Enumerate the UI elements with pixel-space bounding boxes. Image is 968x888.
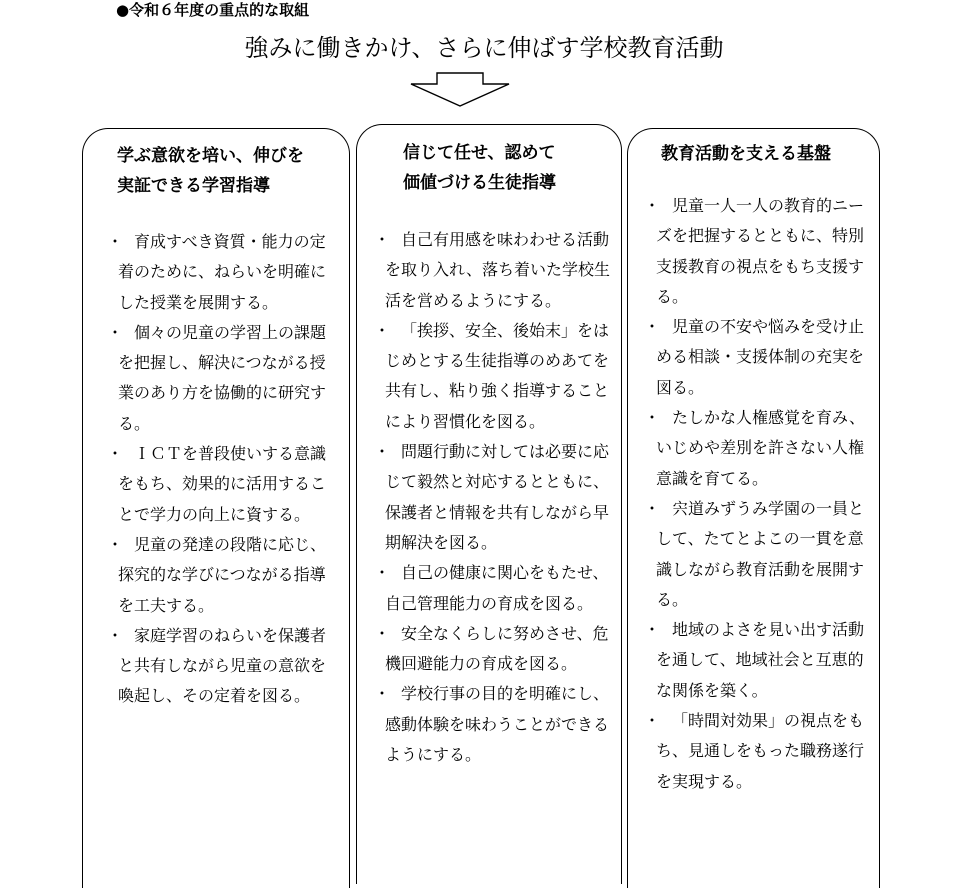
- list-item: [628, 706, 881, 797]
- bullet-icon: ・: [107, 232, 124, 251]
- column-title: 教育活動を支える基盤: [661, 144, 831, 164]
- list-item-text: 個々の児童の学習上の課題を把握し、解決につながる授業のあり方を協働的に研究する。: [118, 322, 327, 433]
- list-item: [628, 403, 881, 494]
- list-item-text: 宍道みずうみ学園の一員として、たてとよこの一貫を意識しながら教育活動を展開する。: [656, 498, 865, 609]
- column-foundation: [627, 128, 880, 888]
- bullet-icon: ・: [107, 322, 124, 342]
- list-item: [628, 494, 881, 615]
- list-item: [357, 316, 623, 437]
- bullet-icon: ・: [374, 320, 391, 340]
- list-item: [83, 318, 351, 439]
- list-item-text: 自己の健康に関心をもたせ、自己管理能力の育成を図る。: [385, 563, 609, 613]
- list-item: [83, 227, 351, 318]
- list-item-text: 地域のよさを見い出す活動を通して、地域社会と互恵的な関係を築く。: [656, 620, 865, 700]
- list-item: [83, 621, 351, 712]
- column-title: 学ぶ意欲を培い、伸びを 実証できる学習指導: [117, 146, 304, 196]
- list-item-text: 安全なくらしに努めさせ、危機回避能力の育成を図る。: [385, 623, 609, 674]
- bullet-icon: ・: [644, 196, 661, 215]
- bullet-icon: ・: [107, 625, 124, 645]
- item-list: [357, 225, 623, 770]
- list-item-text: ＩＣＴを普段使いする意識をもち、効果的に活用することで学力の向上に資する。: [118, 444, 327, 524]
- bullet-icon: ・: [374, 623, 391, 643]
- item-list: [628, 191, 881, 797]
- list-item: [83, 439, 351, 530]
- list-item: [357, 437, 623, 558]
- down-arrow-icon: [409, 72, 511, 108]
- list-item: [357, 679, 623, 770]
- bullet-icon: ・: [374, 684, 391, 704]
- list-item-text: 自己有用感を味わわせる活動を取り入れ、落ち着いた学校生活を営めるようにする。: [385, 230, 610, 310]
- list-item-text: たしかな人権感覚を育み、いじめや差別を許さない人権意識を育てる。: [656, 408, 865, 488]
- list-item-text: 学校行事の目的を明確にし、感動体験を味わうことができるようにする。: [385, 684, 610, 765]
- list-item-text: 問題行動に対しては必要に応じて毅然と対応するとともに、保護者と情報を共有しながら早期解決を図る。: [385, 442, 610, 552]
- list-item-text: 児童一人一人の教育的ニーズを把握するとともに、特別支援教育の視点をもち支援する。: [656, 196, 865, 306]
- page-title: 強みに働きかけ、さらに伸ばす学校教育活動: [244, 34, 724, 62]
- list-item: [357, 619, 623, 680]
- bullet-icon: ・: [644, 620, 661, 640]
- list-item-text: 「挨拶、安全、後始末」をはじめとする生徒指導のめあてを共有し、粘り強く指導することにより習慣化を図る。: [385, 320, 610, 431]
- list-item: [357, 225, 623, 316]
- list-item: [628, 191, 881, 312]
- list-item: [83, 530, 351, 621]
- list-item: [628, 312, 881, 403]
- list-item: [357, 558, 623, 619]
- list-item-text: 児童の不安や悩みを受け止める相談・支援体制の充実を図る。: [656, 317, 865, 397]
- list-item: [628, 615, 881, 706]
- bullet-icon: ・: [644, 317, 661, 337]
- item-list: [83, 227, 351, 712]
- bullet-icon: ・: [644, 408, 661, 428]
- list-item-text: 育成すべき資質・能力の定着のために、ねらいを明確にした授業を展開する。: [118, 232, 327, 312]
- bullet-icon: ・: [374, 563, 391, 583]
- column-title: 信じて任せ、認めて 価値づける生徒指導: [403, 143, 556, 193]
- list-item-text: 家庭学習のねらいを保護者と共有しながら児童の意欲を喚起し、その定着を図る。: [118, 625, 327, 706]
- list-item-text: 児童の発達の段階に応じ、探究的な学びにつながる指導を工夫する。: [118, 534, 327, 615]
- column-learning-guidance: [82, 128, 350, 888]
- section-heading: ●令和６年度の重点的な取組: [116, 1, 310, 19]
- bullet-icon: ・: [107, 444, 124, 464]
- list-item-text: 「時間対効果」の視点をもち、見通しをもった職務遂行を実現する。: [656, 711, 865, 791]
- bullet-icon: ・: [374, 442, 391, 462]
- column-student-guidance: [356, 124, 622, 884]
- bullet-icon: ・: [107, 534, 124, 554]
- bullet-icon: ・: [644, 498, 661, 518]
- bullet-icon: ・: [374, 230, 391, 249]
- bullet-icon: ・: [644, 711, 661, 731]
